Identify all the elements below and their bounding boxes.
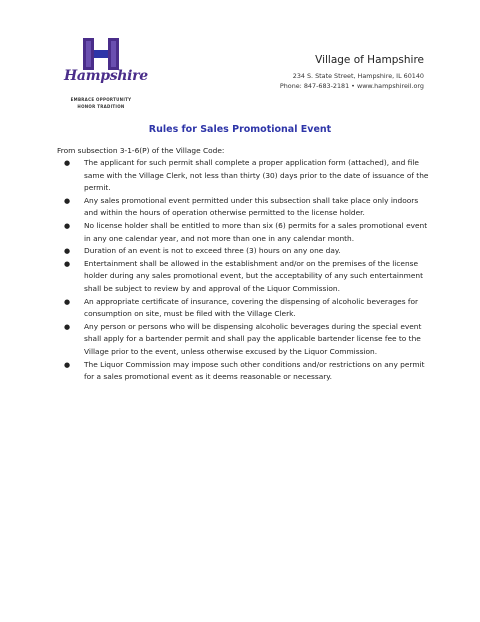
logo-tagline-2: HONOR TRADITION bbox=[77, 104, 125, 109]
bullet-icon: ● bbox=[64, 221, 71, 230]
list-item bbox=[62, 220, 430, 245]
village-contact: Phone: 847-683-2181 • www.hampshireil.org bbox=[279, 82, 424, 90]
bullet-icon: ● bbox=[64, 297, 71, 306]
bullet-icon: ● bbox=[64, 259, 71, 268]
letterhead bbox=[280, 54, 424, 90]
rule-text: Any person or persons who will be dispensing alcoholic beverages during the special event shall apply for a bartender permit and shall pay the applicable bartender license fee to the Village prior to the event, unless otherwise excused by the Liquor Commission. bbox=[84, 321, 422, 356]
list-item bbox=[62, 258, 430, 296]
rule-text: An appropriate certificate of insurance, covering the dispensing of alcoholic beverages for consumption on site, must be filed with the Village Clerk. bbox=[84, 296, 419, 319]
village-name: Village of Hampshire bbox=[315, 54, 424, 66]
logo-script-text: Hampshire bbox=[64, 68, 148, 84]
bullet-icon: ● bbox=[64, 247, 71, 256]
list-item bbox=[62, 359, 430, 384]
hampshire-h-mark-icon bbox=[81, 38, 121, 70]
rule-text: Duration of an event is not to exceed three (3) hours on any one day. bbox=[84, 246, 341, 256]
rule-text: The applicant for such permit shall complete a proper application form (attached), and file same with the Village Clerk, not less than thirty (30) days prior to the date of issuance of the permit. bbox=[84, 158, 429, 193]
intro-text: From subsection 3-1-6(P) of the Village Code: bbox=[57, 146, 225, 155]
bullet-icon: ● bbox=[64, 360, 71, 369]
village-address: 234 S. State Street, Hampshire, IL 60140 bbox=[292, 72, 424, 80]
document-title: Rules for Sales Promotional Event bbox=[148, 124, 332, 135]
bullet-icon: ● bbox=[64, 159, 71, 167]
list-item bbox=[62, 296, 430, 321]
rules-list bbox=[62, 157, 430, 384]
rule-text: Any sales promotional event permitted under this subsection shall take place only indoors and within the hours of operation otherwise permitted to the license holder. bbox=[84, 195, 419, 218]
list-item bbox=[62, 245, 430, 258]
list-item bbox=[62, 321, 430, 359]
rule-text: No license holder shall be entitled to more than six (6) permits for a sales promotional event in any one calendar year, and not more than one in any calendar month. bbox=[84, 220, 428, 243]
village-logo bbox=[62, 38, 148, 118]
logo-tagline-1: EMBRACE OPPORTUNITY bbox=[70, 97, 132, 102]
list-item bbox=[62, 195, 430, 220]
rule-text: The Liquor Commission may impose such other conditions and/or restrictions on any permit for a sales promotional event as it deems reasonable or necessary. bbox=[84, 359, 425, 382]
bullet-icon: ● bbox=[64, 322, 71, 331]
list-item bbox=[62, 157, 430, 195]
bullet-icon: ● bbox=[64, 196, 71, 205]
rule-text: Entertainment shall be allowed in the establishment and/or on the premises of the license holder during any sales promotional event, but the acceptability of any such entertainment shall be subject to review by and approval of the Liquor Commission. bbox=[84, 258, 423, 293]
